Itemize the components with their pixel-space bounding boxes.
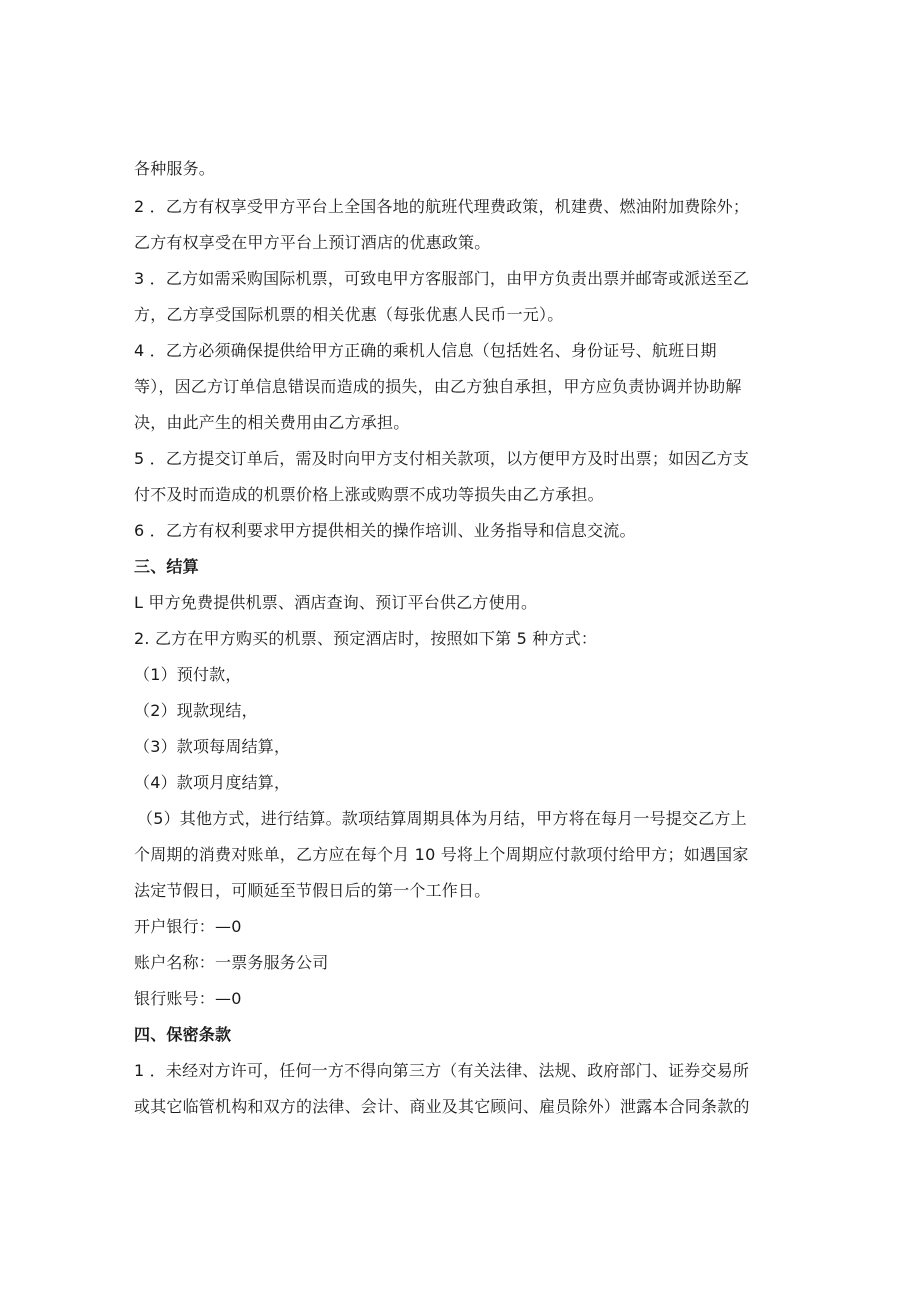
clause-2-line-1: 2 ．乙方有权享受甲方平台上全国各地的航班代理费政策，机建费、燃油附加费除外；: [134, 197, 750, 216]
clause-3-line-1: 3 ．乙方如需采购国际机票，可致电甲方客服部门，由甲方负责出票并邮寄或派送至乙: [134, 269, 750, 288]
account-name-line: 账户名称：一票务服务公司: [134, 953, 329, 972]
clause-4-line-2: 等），因乙方订单信息错误而造成的损失，由乙方独自承担，甲方应负责协调并协助解: [134, 377, 742, 396]
clause-6-line-1: 6 ．乙方有权利要求甲方提供相关的操作培训、业务指导和信息交流。: [134, 521, 636, 540]
clause-5-line-1: 5 ．乙方提交订单后，需及时向甲方支付相关款项，以方便甲方及时出票；如因乙方支: [134, 449, 750, 468]
clause-4-line-1: 4 ．乙方必须确保提供给甲方正确的乘机人信息（包括姓名、身份证号、航班日期: [134, 341, 717, 360]
section-heading-confidentiality: 四、保密条款: [134, 1025, 232, 1044]
settlement-item-2: 2. 乙方在甲方购买的机票、预定酒店时，按照如下第 5 种方式：: [134, 629, 598, 648]
clause-2-line-2: 乙方有权享受在甲方平台上预订酒店的优惠政策。: [134, 233, 491, 252]
clause-5-line-2: 付不及时而造成的机票价格上涨或购票不成功等损失由乙方承担。: [134, 485, 604, 504]
payment-option-4: （4）款项月度结算，: [134, 773, 291, 792]
clause-4-line-3: 决，由此产生的相关费用由乙方承担。: [134, 413, 410, 432]
payment-option-2: （2）现款现结，: [134, 701, 258, 720]
text-line-continuation: 各种服务。: [134, 159, 216, 178]
payment-option-5-line-2: 个周期的消费对账单，乙方应在每个月 10 号将上个周期应付款项付给甲方；如遇国家: [134, 845, 749, 864]
confidentiality-clause-1-line-2: 或其它临管机构和双方的法律、会计、商业及其它顾问、雇员除外）泄露本合同条款的: [134, 1097, 750, 1116]
clause-3-line-2: 方，乙方享受国际机票的相关优惠（每张优惠人民币一元）。: [134, 305, 564, 324]
payment-option-5-line-3: 法定节假日，可顺延至节假日后的第一个工作日。: [134, 881, 491, 900]
payment-option-5-line-1: （5）其他方式，进行结算。款项结算周期具体为月结，甲方将在每月一号提交乙方上: [137, 809, 747, 828]
bank-name-line: 开户银行：—0: [134, 917, 242, 936]
section-heading-settlement: 三、结算: [134, 557, 199, 576]
payment-option-3: （3）款项每周结算，: [134, 737, 291, 756]
payment-option-1: （1）预付款，: [134, 665, 242, 684]
account-number-line: 银行账号：—0: [134, 989, 242, 1008]
settlement-item-1: L 甲方免费提供机票、酒店查询、预订平台供乙方使用。: [134, 593, 538, 612]
confidentiality-clause-1-line-1: 1 ．未经对方许可，任何一方不得向第三方（有关法律、法规、政府部门、证券交易所: [134, 1061, 750, 1080]
